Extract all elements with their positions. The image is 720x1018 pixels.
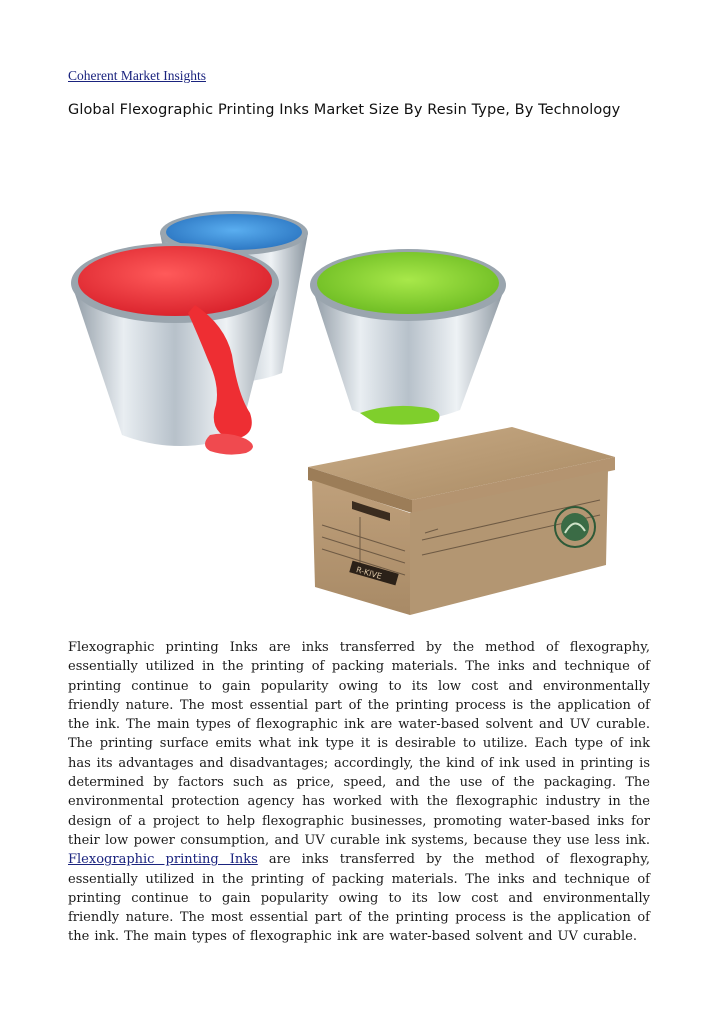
source-link[interactable]: Coherent Market Insights bbox=[68, 68, 206, 83]
box-label: R-KIVE bbox=[355, 565, 383, 582]
article-body bbox=[68, 638, 650, 947]
red-ink-bucket-icon bbox=[71, 243, 279, 455]
green-ink-bucket-icon bbox=[310, 249, 506, 425]
paragraph-1: Flexographic printing Inks are inks transferred by the method of flexography, essentially utilized in the printing of packing materials. The inks and technique of printing continue to gain popularity owing to its low cost and environmentally friendly nature. The most essential part of the printing process is the application of the ink. The main types of flexographic ink are water-based solvent and UV curable. The printing surface emits what ink type it is desirable to utilize. Each type of ink has its advantages and disadvantages; accordingly, the kind of ink used in printing is determined by factors such as price, speed, and the use of the packaging. The environmental protection agency has worked with the flexographic industry in the design of a project to help flexographic businesses, promoting water-based inks for their low power consumption, and UV curable ink systems, because they use less ink. bbox=[68, 640, 650, 848]
paragraph-2: are inks transferred by the method of flexography, essentially utilized in the printing of packing materials. The inks and technique of printing continue to gain popularity owing to its low cost and environmentally friendly nature. The most essential part of the printing process is the application of the ink. The main types of flexographic ink are water-based solvent and UV curable. bbox=[68, 852, 650, 945]
cardboard-box-icon bbox=[308, 427, 615, 615]
page-title: Global Flexographic Printing Inks Market Size By Resin Type, By Technology bbox=[68, 102, 621, 118]
ink-buckets-and-box-image bbox=[60, 195, 630, 625]
flexographic-printing-inks-link[interactable]: Flexographic printing Inks bbox=[68, 852, 258, 868]
